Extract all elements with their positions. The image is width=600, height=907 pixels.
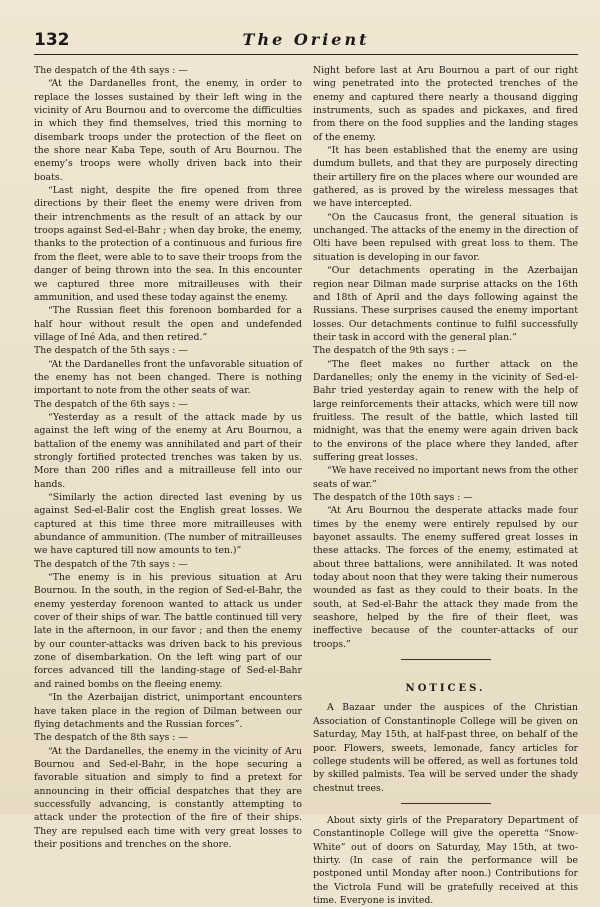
despatch-paragraph: “We have received no important news from the other seats of war.” — [313, 465, 578, 490]
despatch-paragraph: “Our detachments operating in the Azerbaijan region near Dilman made surprise attacks on the 16th and 18th of April and the days following against the Russians. These surprises caused the enemy important losses. Our detachments continue to fulfil successfully their task in accord with the general plan.” — [313, 265, 578, 343]
despatch-paragraph: “At the Dardanelles front, the enemy, in order to replace the losses sustained by their left wing in the vicinity of Aru Bournou and to overcome the difficulties in which they find themselves, tried this morning to disembark troops under the protection of the fleet on the shore near Kaba Tepe, south of Aru Bournou. The enemy’s troops were wholly driven back into their boats. — [34, 78, 302, 183]
despatch-paragraph: “Yesterday as a result of the attack made by us against the left wing of the enemy at Aru Bournou, a battalion of the enemy was annihilated and part of their strongly fortified protected trenches was taken by us. More than 200 rifles and a mitrailleuse fell into our hands. — [34, 411, 302, 490]
despatch-paragraph: “The fleet makes no further attack on the Dardanelles; only the enemy in the vicinity of Sed-el-Bahr tried yesterday again to renew with the help of large reinforcements their attacks, which were till now fruitless. The result of the battle, which lasted till midnight, was that the enemy were again driven back to the environs of the place where they landed, after suffering great losses. — [313, 358, 578, 463]
page-header — [34, 30, 578, 52]
despatch-heading: The despatch of the 7th says : — — [34, 558, 188, 570]
despatch-paragraph: “It has been established that the enemy are using dumdum bullets, and that they are purposely directing their artillery fire on the places where our wounded are gathered, as is proved by the wireless messages that we have intercepted. — [313, 145, 578, 210]
despatch-paragraph: “Similarly the action directed last evening by us against Sed-el-Balir cost the English great losses. We captured at this time three more mitrailleuses with abundance of ammunition. (The number of mitrailleuses we have captured till now amounts to ten.)” — [34, 492, 302, 557]
despatch-heading: The despatch of the 4th says : — — [34, 65, 188, 76]
despatch-paragraph: “The Russian fleet this forenoon bombarded for a half hour without result the open and undefended village of Iné Ada, and then retired.” — [34, 305, 302, 343]
notice-item: A Bazaar under the auspices of the Christian Association of Constantinople College will be given on Saturday, May 15th, at half-past three, on behalf of the poor. Flowers, sweets, lemonade, fancy articles for college students will be offered, as well as fortunes told by skilled palmists. Tea will be served under the shady chestnut trees. — [313, 702, 578, 794]
page-number: 132 — [34, 30, 70, 50]
right-column — [313, 64, 578, 907]
despatch-heading: The despatch of the 6th says : — — [34, 398, 188, 410]
despatch-heading: The despatch of the 10th says : — — [313, 492, 473, 503]
despatch-paragraph: “At the Dardanelles front the unfavorable situation of the enemy has not been changed. There is nothing important to note from the other seats of war. — [34, 358, 302, 397]
despatch-paragraph: “On the Caucasus front, the general situation is unchanged. The attacks of the enemy in the direction of Olti have been repulsed with great loss to them. The situation is developing in our favor. — [313, 211, 578, 263]
notice-divider — [401, 803, 491, 804]
masthead-title: The Orient — [242, 30, 370, 49]
despatch-heading: The despatch of the 8th says : — — [34, 732, 188, 744]
despatch-paragraph: “The enemy is in his previous situation at Aru Bournou. In the south, in the region of Sed-el-Bahr, the enemy yesterday forenoon wanted to attack us under cover of their ships of war. The battle continued till very late in the afternoon, in our favor ; and then the enemy by our counter-attacks was driven back to his previous zone of disembarkation. On the left wing part of our forces advanced till the landing-stage of Sed-el-Bahr and rained bombs on the fleeing enemy. — [34, 572, 302, 690]
despatch-paragraph: “At Aru Bournou the desperate attacks made four times by the enemy were entirely repulsed by our bayonet assaults. The enemy suffered great losses in these attacks. The forces of the enemy, estimated at about three battalions, were annihilated. It was noted today about noon that they were taking their numerous wounded as fast as they could to their boats. In the south, at Sed-el-Bahr the attack they made from the seashore, helped by the fire of their fleet, was ineffective because of the counter-attacks of our troops.” — [313, 505, 578, 650]
despatch-heading: The despatch of the 5th says : — — [34, 345, 188, 357]
header-rule — [34, 54, 578, 55]
left-column — [34, 64, 302, 851]
despatch-paragraph: “At the Dardanelles, the enemy in the vicinity of Aru Bournou and Sed-el-Bahr, in the hope securing a favorable situation and simply to find a pretext for announcing in their official despatches that they are successfully advancing, is constantly attempting to attack under the protection of the fire of their ships. They are repulsed each time with very great losses to their positions and trenches on the shore. — [34, 745, 302, 850]
notice-item: About sixty girls of the Preparatory Department of Constantinople College will give the operetta “Snow-White” out of doors on Saturday, May 15th, at two-thirty. (In case of rain the performance will be postponed until Monday after noon.) Contributions for the Victrola Fund will be gratefully received at this time. Everyone is invited. — [313, 814, 578, 906]
notices-heading: NOTICES. — [405, 683, 486, 695]
despatch-heading: The despatch of the 9th says : — — [313, 345, 467, 357]
despatch-paragraph: “In the Azerbaijan district, unimportant encounters have taken place in the region of Dilman between our flying detachments and the Russian forces”. — [34, 692, 302, 730]
despatch-paragraph: “Last night, despite the fire opened from three directions by their fleet the enemy were driven from their intrenchments as the result of an attack by our troops against Sed-el-Bahr ; when day broke, the enemy, thanks to the protection of a continuous and furious fire from the fleet, were able to to save their troops from the danger of being thrown into the sea. In this encounter we captured three more mitrailleuses with their ammunition, and used these today against the enemy. — [34, 185, 302, 303]
despatch-continuation: Night before last at Aru Bournou a part of our right wing penetrated into the protected trenches of the enemy and captured there nearly a thousand digging instruments, such as spades and pickaxes, and fired from there on the food supplies and the landing stages of the enemy. — [313, 65, 578, 143]
section-divider — [401, 659, 491, 660]
